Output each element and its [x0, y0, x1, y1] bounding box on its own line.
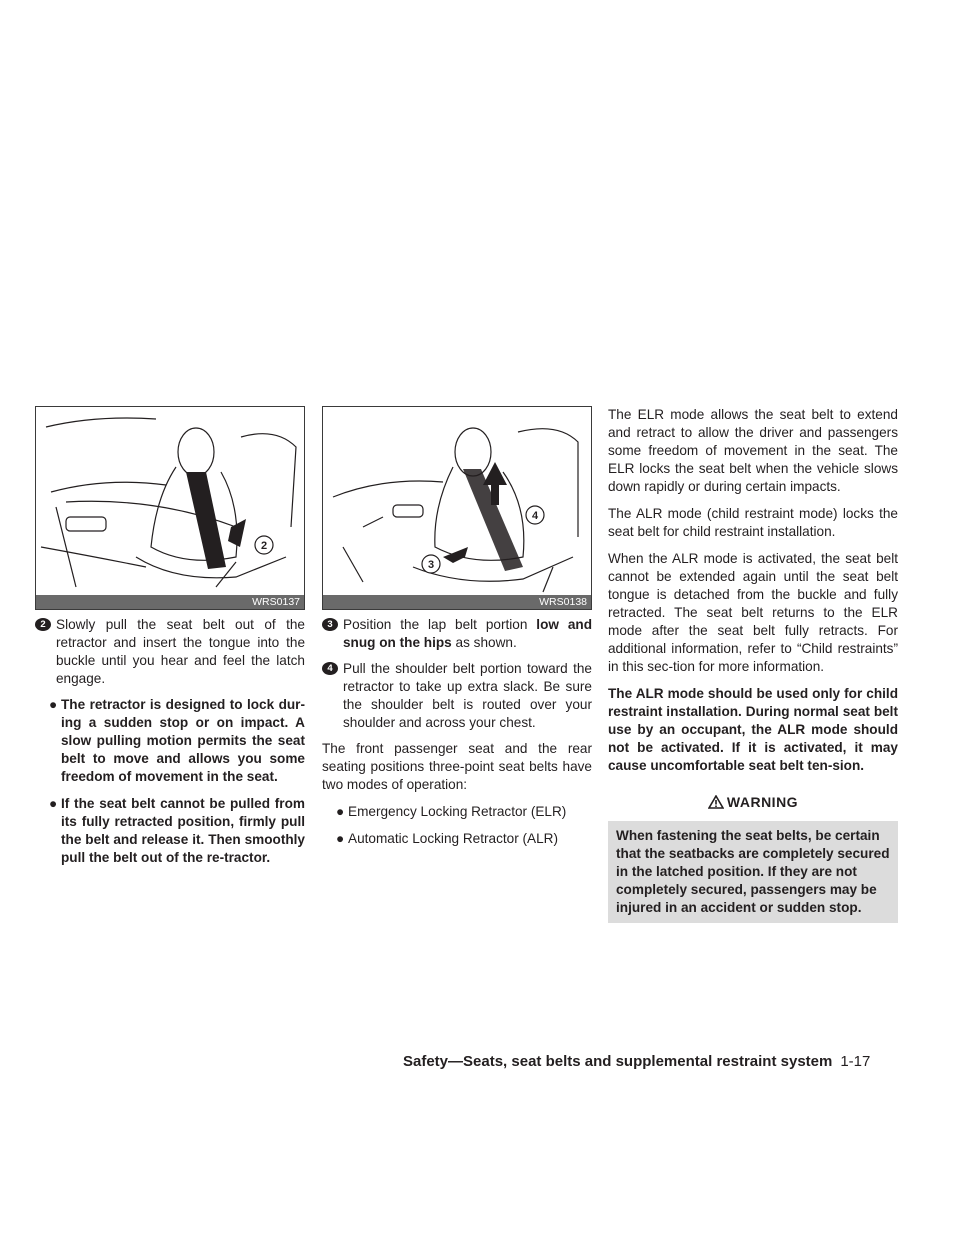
step-text: [343, 616, 592, 652]
figure-label: WRS0137: [36, 595, 304, 609]
paragraph-elr: The ELR mode allows the seat belt to extend and retract to allow the driver and passengers some freedom of movement in the seat. The ELR locks the seat belt when the vehicle slows down rapidly or during certain impacts.: [608, 407, 898, 494]
column-right: [608, 406, 898, 923]
figure-label: WRS0138: [323, 595, 591, 609]
step-text-emphasis: low and snug on the hips: [343, 617, 592, 650]
paragraph-alr-note: The ALR mode should be used only for child restraint installation. During normal seat belt use by an occupant, the ALR mode should not be activated. If it is activated, it may cause uncomfortable seat belt ten-sion.: [608, 686, 898, 773]
figure-callout-3: 3: [427, 559, 435, 571]
step-text-part: Position the lap belt portion: [343, 617, 537, 632]
step-text-part: as shown.: [451, 635, 517, 650]
warning-icon: [708, 795, 724, 813]
bullet-text: The retractor is designed to lock dur-ing a sudden stop or on impact. A slow pulling motion permits the seat belt to move and allows you some freedom of movement in the seat.: [61, 697, 305, 784]
warning-title: WARNING: [726, 794, 799, 810]
page-footer: [403, 1053, 870, 1070]
step-text: Slowly pull the seat belt out of the retractor and insert the tongue into the buckle until you hear and feel the latch engage.: [56, 617, 305, 686]
warning-box: When fastening the seat belts, be certain that the seatbacks are completely secured in the latched position. If they are not completely secured, passengers may be injured in an accident or sudden stop.: [608, 821, 898, 923]
figure-wrs0138: [322, 406, 592, 610]
figure-wrs0137: [35, 406, 305, 610]
bullet-text: Automatic Locking Retractor (ALR): [348, 831, 559, 846]
bullet-icon: ●: [49, 796, 58, 811]
warning-heading: [608, 793, 898, 813]
bullet-text: If the seat belt cannot be pulled from its fully retracted position, firmly pull the belt and release it. Then smoothly pull the belt out of the re-tractor.: [61, 796, 305, 865]
bullet-icon: ●: [49, 697, 58, 712]
step-number: 4: [322, 662, 338, 675]
bullet-item: [336, 830, 592, 848]
step-2: [35, 616, 305, 688]
figure-callout-2: 2: [260, 540, 268, 552]
step-number: 3: [322, 618, 338, 631]
bullet-icon: ●: [336, 804, 345, 819]
figure-callout-4: 4: [531, 510, 539, 522]
bullet-item: [336, 803, 592, 821]
section-title: Safety—Seats, seat belts and supplemental restraint system: [403, 1053, 833, 1070]
seat-belt-illustration-1: [36, 407, 304, 595]
column-middle: [322, 406, 592, 857]
step-3: [322, 616, 592, 652]
column-left: [35, 406, 305, 876]
bullet-icon: ●: [336, 831, 345, 846]
paragraph-alr: The ALR mode (child restraint mode) locks the seat belt for child restraint installation.: [608, 506, 898, 539]
step-number: 2: [35, 618, 51, 631]
step-text: Pull the shoulder belt portion toward the retractor to take up extra slack. Be sure the shoulder belt is routed over your shoulder and across your chest.: [343, 661, 592, 730]
step-4: [322, 660, 592, 732]
paragraph-modes: The front passenger seat and the rear seating positions three-point seat belts have two modes of operation:: [322, 741, 592, 792]
paragraph-alr-activated: When the ALR mode is activated, the seat belt cannot be extended again until the seat belt tongue is detached from the buckle and fully retracted. The seat belt returns to the ELR mode after the seat belt fully retracts. For additional information, refer to “Child restraints” in this sec-tion for more information.: [608, 551, 898, 674]
page-number: 1-17: [840, 1053, 871, 1070]
bullet-item: [49, 696, 305, 786]
bullet-text: Emergency Locking Retractor (ELR): [348, 804, 567, 819]
bullet-item: [49, 795, 305, 867]
seat-belt-illustration-2: [323, 407, 591, 595]
